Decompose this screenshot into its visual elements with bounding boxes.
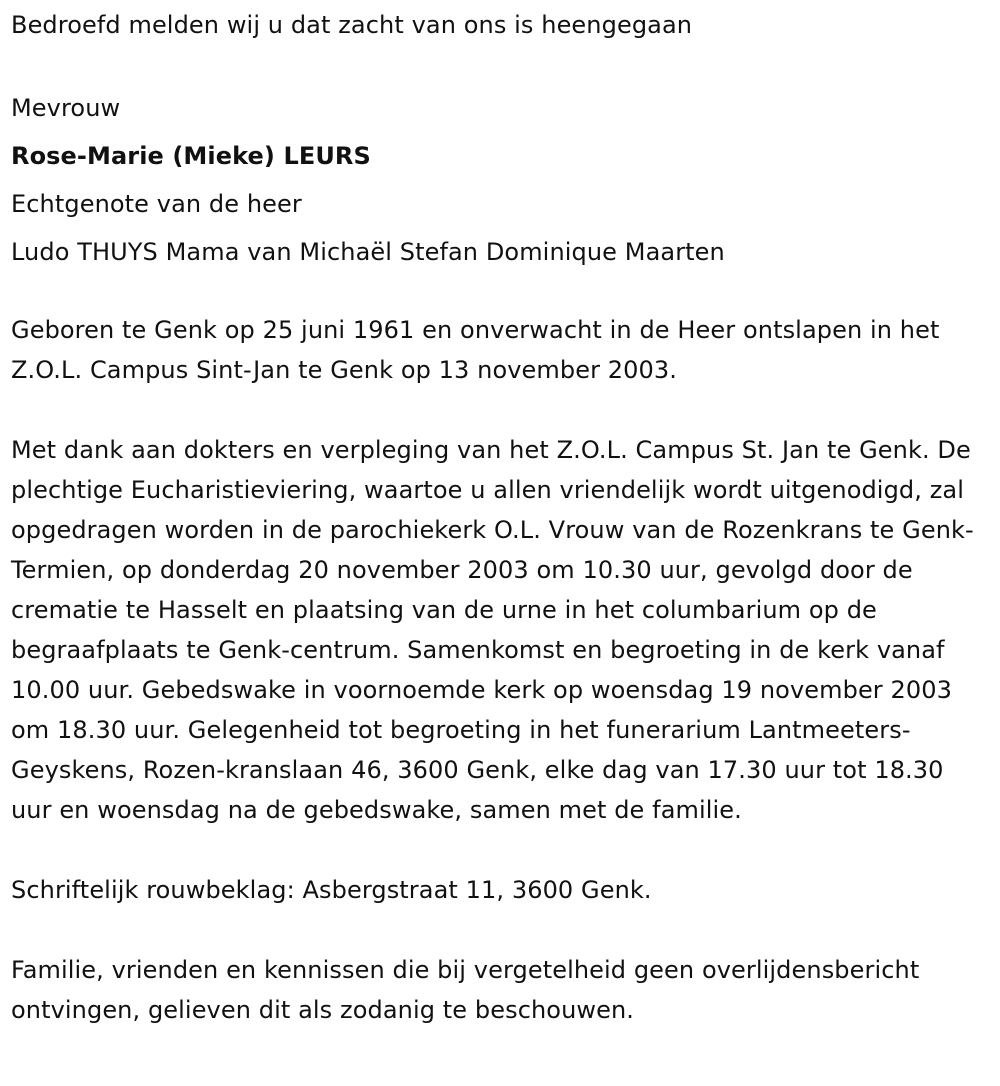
spouse-children-text: Ludo THUYS Mama van Michaël Stefan Dominique Maarten bbox=[11, 238, 725, 266]
spacer bbox=[11, 276, 991, 310]
spacer bbox=[11, 830, 991, 870]
spacer bbox=[11, 390, 991, 430]
closing-paragraph: Familie, vrienden en kennissen die bij vergetelheid geen overlijdensbericht ontvingen, gelieven dit als zodanig te beschouwen. bbox=[11, 956, 920, 1024]
intro-text: Bedroefd melden wij u dat zacht van ons is heengegaan bbox=[11, 11, 693, 39]
birth-death-paragraph: Geboren te Genk op 25 juni 1961 en onverwacht in de Heer ontslapen in het Z.O.L. Campus Sint-Jan te Genk op 13 november 2003. bbox=[11, 316, 940, 384]
spacer bbox=[11, 910, 991, 950]
title-text: Mevrouw bbox=[11, 94, 121, 122]
condolence-address-text: Schriftelijk rouwbeklag: Asbergstraat 11, 3600 Genk. bbox=[11, 876, 652, 904]
spouse-intro-text: Echtgenote van de heer bbox=[11, 190, 302, 218]
ceremony-paragraph: Met dank aan dokters en verpleging van het Z.O.L. Campus St. Jan te Genk. De plechtige Eucharistieviering, waartoe u allen vriendelijk wordt uitgenodigd, zal opgedragen worden in de parochiekerk O.L. Vrouw van de Rozenkrans te Genk-Termien, op donderdag 20 november 2003 om 10.30 uur, gevolgd door de crematie te Hasselt en plaatsing van de urne in het columbarium op de begraafplaats te Genk-centrum. Samenkomst en begroeting in de kerk vanaf 10.00 uur. Gebedswake in voornoemde kerk op woensdag 19 november 2003 om 18.30 uur. Gelegenheid tot begroeting in het funerarium Lantmeeters-Geyskens, Rozen-kranslaan 46, 3600 Genk, elke dag van 17.30 uur tot 18.30 uur en woensdag na de gebedswake, samen met de familie. bbox=[11, 436, 974, 824]
spacer bbox=[11, 46, 991, 84]
death-notice bbox=[11, 5, 991, 1030]
deceased-name: Rose-Marie (Mieke) LEURS bbox=[11, 142, 371, 170]
